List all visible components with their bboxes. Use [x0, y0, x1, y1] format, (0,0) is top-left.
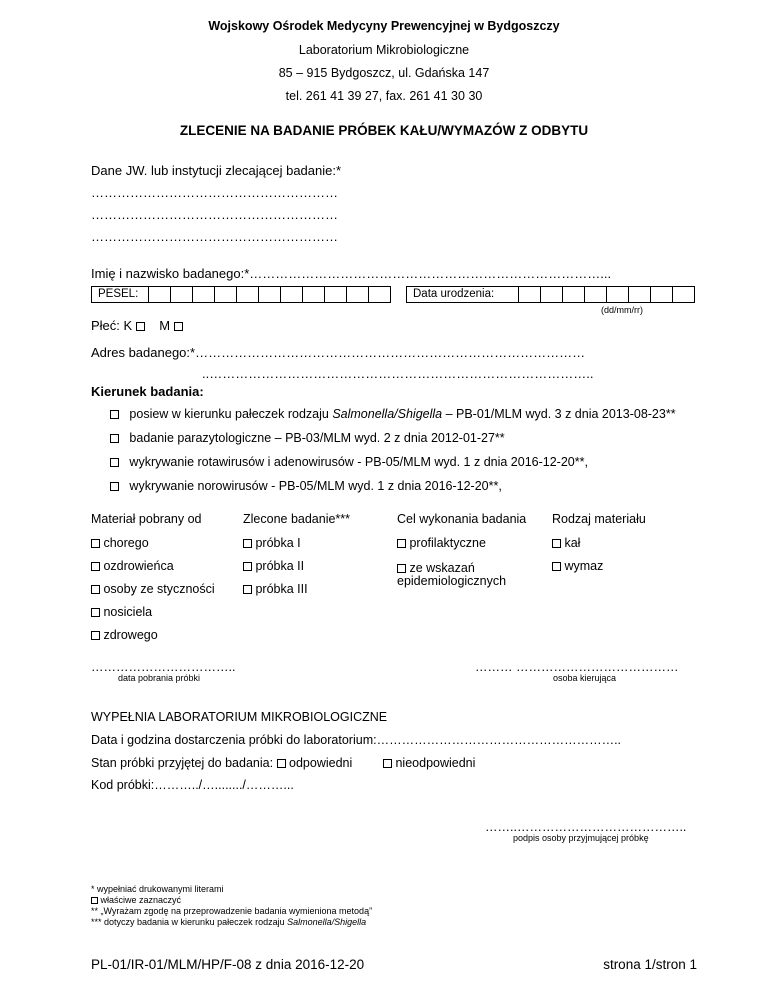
purpose-option[interactable] [397, 561, 475, 575]
receiver-signature-field[interactable]: ……..………………………………….. [485, 820, 687, 834]
material-option[interactable] [91, 582, 215, 596]
dob-cell[interactable] [650, 286, 673, 303]
material-col4-header: Rodzaj materiału [552, 512, 646, 526]
option-label: zdrowego [103, 628, 158, 642]
checkbox-icon[interactable] [110, 410, 119, 419]
footnote-4-italic: Salmonella/Shigella [287, 917, 367, 927]
material-type-option[interactable] [552, 536, 580, 550]
patient-name-field[interactable]: Imię i nazwisko badanego:*………………………………………………………………………... [91, 266, 612, 281]
direction-item[interactable] [110, 479, 502, 493]
option-label: próbka III [255, 582, 308, 596]
checkbox-icon[interactable] [552, 562, 561, 571]
dob-cell[interactable] [518, 286, 541, 303]
lab-phone: tel. 261 41 39 27, fax. 261 41 30 30 [285, 89, 483, 103]
sex-row [91, 318, 183, 333]
option-label: wymaz [564, 559, 604, 573]
orderer-label: Dane JW. lub instytucji zlecającej badanie:* [91, 163, 342, 178]
option-label: próbka II [255, 559, 305, 573]
dob-format-hint: (dd/mm/rr) [601, 305, 643, 315]
institution-name: Wojskowy Ośrodek Medycyny Prewencyjnej w Bydgoszczy [208, 19, 560, 33]
option-label: osoby ze styczności [103, 582, 215, 596]
option-label: profilaktyczne [409, 536, 486, 550]
direction-item[interactable] [110, 431, 505, 445]
referrer-field[interactable]: ……… ………………………………… [475, 660, 679, 674]
state-bad-option[interactable] [383, 756, 475, 770]
pesel-cell[interactable] [148, 286, 171, 303]
direction-item[interactable] [110, 455, 588, 469]
material-col3-header: Cel wykonania badania [397, 512, 527, 526]
direction-item-text: badanie parazytologiczne – PB-03/MLM wyd. 2 z dnia 2012-01-27** [129, 431, 505, 445]
direction-item-text: wykrywanie norowirusów - PB-05/MLM wyd. 1 z dnia 2016-12-20**, [129, 479, 502, 493]
checkbox-icon[interactable] [91, 585, 100, 594]
option-label: ze wskazań [409, 561, 475, 575]
footnote-2 [91, 895, 181, 905]
pesel-cell[interactable] [236, 286, 259, 303]
purpose-option[interactable] [397, 536, 486, 550]
checkbox-icon[interactable] [91, 539, 100, 548]
test-option[interactable] [243, 536, 301, 550]
lab-address: 85 – 915 Bydgoszcz, ul. Gdańska 147 [278, 66, 490, 80]
footnote-2-text: właściwe zaznaczyć [100, 895, 182, 905]
pesel-cell[interactable] [280, 286, 303, 303]
direction-item[interactable] [110, 407, 676, 421]
material-option[interactable] [91, 559, 174, 573]
direction-item-text: wykrywanie rotawirusów i adenowirusów - PB-05/MLM wyd. 1 z dnia 2016-12-20**, [129, 455, 588, 469]
checkbox-icon[interactable] [552, 539, 561, 548]
test-option[interactable] [243, 582, 308, 596]
pesel-cell[interactable] [192, 286, 215, 303]
lab-name: Laboratorium Mikrobiologiczne [298, 43, 470, 57]
material-option[interactable] [91, 536, 149, 550]
delivery-datetime-field[interactable]: Data i godzina dostarczenia próbki do laboratorium:………………………………………………….. [91, 733, 622, 747]
dob-cell[interactable] [628, 286, 651, 303]
pesel-cell[interactable] [258, 286, 281, 303]
option-label: kał [564, 536, 581, 550]
material-option[interactable] [91, 628, 158, 642]
footer-page-number: strona 1/stron 1 [603, 957, 697, 972]
checkbox-icon[interactable] [110, 458, 119, 467]
material-col1-header: Materiał pobrany od [91, 512, 202, 526]
sample-state-label: Stan próbki przyjętej do badania: [91, 756, 274, 770]
footnote-3: ** „Wyrażam zgodę na przeprowadzenie badania wymieniona metodą” [91, 906, 373, 916]
orderer-line-1[interactable]: ………………………………………………… [91, 185, 338, 200]
test-option[interactable] [243, 559, 304, 573]
patient-address-line-2[interactable]: ..…………………………………………………………………………….. [202, 366, 594, 381]
option-label: chorego [103, 536, 149, 550]
checkbox-icon[interactable] [243, 585, 252, 594]
sample-code-field[interactable]: Kod próbki:………../…......../………... [91, 778, 294, 792]
footnote-4-text: *** dotyczy badania w kierunku pałeczek rodzaju [91, 917, 288, 927]
checkbox-icon[interactable] [110, 482, 119, 491]
pesel-label: PESEL: [91, 286, 149, 303]
checkbox-icon[interactable] [243, 562, 252, 571]
referrer-label: osoba kierująca [553, 673, 617, 683]
option-label: nosiciela [103, 605, 153, 619]
pesel-cell[interactable] [214, 286, 237, 303]
state-bad-label: nieodpowiedni [395, 756, 476, 770]
material-option[interactable] [91, 605, 152, 619]
pesel-cells[interactable] [148, 286, 390, 303]
state-bad-checkbox[interactable] [383, 759, 392, 768]
orderer-line-2[interactable]: ………………………………………………… [91, 207, 338, 222]
dob-cell[interactable] [540, 286, 563, 303]
orderer-line-3[interactable]: ………………………………………………… [91, 229, 338, 244]
direction-item-italic: Salmonella/Shigella [332, 407, 443, 421]
pesel-cell[interactable] [302, 286, 325, 303]
state-ok-label: odpowiedni [289, 756, 353, 770]
checkbox-icon[interactable] [91, 562, 100, 571]
dob-cells[interactable] [518, 286, 694, 303]
dob-cell[interactable] [672, 286, 695, 303]
footnote-1: * wypełniać drukowanymi literami [91, 884, 224, 894]
dob-label: Data urodzenia: [406, 286, 519, 303]
pesel-cell[interactable] [324, 286, 347, 303]
sex-m-checkbox[interactable] [174, 322, 183, 331]
dob-cell[interactable] [584, 286, 607, 303]
state-ok-checkbox[interactable] [277, 759, 286, 768]
footnote-4 [91, 917, 366, 927]
checkbox-icon[interactable] [397, 564, 406, 573]
purpose-option-line2: epidemiologicznych [397, 574, 507, 588]
pesel-cell[interactable] [368, 286, 391, 303]
material-col2-header: Zlecone badanie*** [243, 512, 351, 526]
checkbox-icon [91, 897, 98, 904]
checkbox-icon[interactable] [243, 539, 252, 548]
direction-item-suffix: – PB-01/MLM wyd. 3 z dnia 2013-08-23** [442, 407, 676, 421]
sample-state-row [91, 756, 352, 770]
patient-address-field[interactable]: Adres badanego:*……………………………………………………………………………… [91, 345, 586, 360]
footer-doc-id: PL-01/IR-01/MLM/HP/F-08 z dnia 2016-12-20 [91, 957, 365, 972]
option-label: ozdrowieńca [103, 559, 174, 573]
direction-item-text: posiew w kierunku pałeczek rodzaju [129, 407, 333, 421]
sample-date-label: data pobrania próbki [118, 673, 201, 683]
material-type-option[interactable] [552, 559, 603, 573]
dob-cell[interactable] [606, 286, 629, 303]
pesel-cell[interactable] [170, 286, 193, 303]
direction-label: Kierunek badania: [91, 384, 204, 399]
sample-date-field[interactable]: …………………………….. [91, 660, 236, 674]
pesel-cell[interactable] [346, 286, 369, 303]
checkbox-icon[interactable] [397, 539, 406, 548]
sex-k-checkbox[interactable] [136, 322, 145, 331]
lab-section-title: WYPEŁNIA LABORATORIUM MIKROBIOLOGICZNE [91, 710, 388, 724]
receiver-signature-label: podpis osoby przyjmującej próbkę [513, 833, 649, 843]
dob-cell[interactable] [562, 286, 585, 303]
checkbox-icon[interactable] [110, 434, 119, 443]
option-label: próbka I [255, 536, 301, 550]
sex-label-m: M [159, 318, 171, 333]
form-title: ZLECENIE NA BADANIE PRÓBEK KAŁU/WYMAZÓW Z ODBYTU [179, 123, 589, 138]
checkbox-icon[interactable] [91, 608, 100, 617]
sex-label-k: Płeć: K [91, 318, 133, 333]
checkbox-icon[interactable] [91, 631, 100, 640]
